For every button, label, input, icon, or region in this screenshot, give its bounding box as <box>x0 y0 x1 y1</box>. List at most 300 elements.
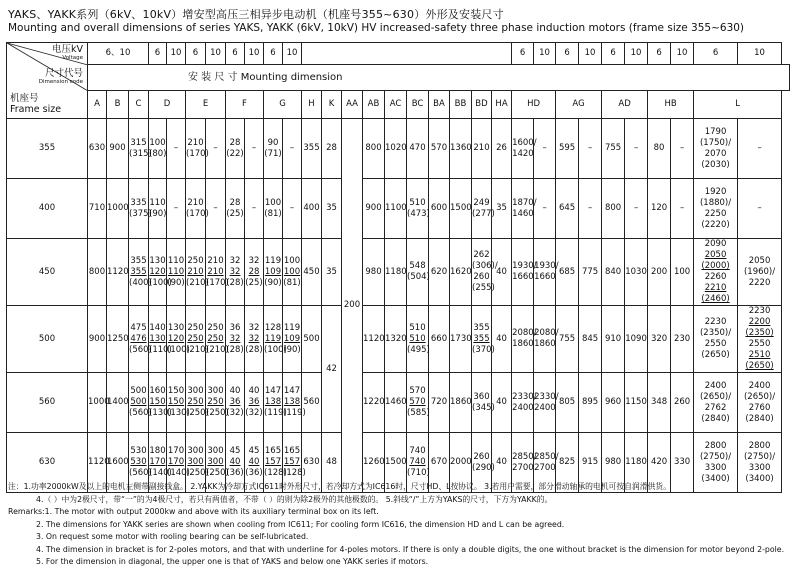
header-e: E <box>186 91 226 119</box>
dimension-code-label: 尺寸代号 <box>44 68 83 79</box>
cell-line: 315 <box>130 137 147 148</box>
cell-line: 157 <box>283 457 301 467</box>
cell-ad-10: 1030 <box>625 239 648 306</box>
cell-line: 40 <box>248 457 260 467</box>
cell-bb: 1860 <box>450 373 472 433</box>
cell-line: – <box>251 203 257 213</box>
cell-hd-10 <box>534 179 556 239</box>
cell-line: 548 <box>409 261 426 271</box>
voltage-f6: 6 <box>226 43 245 65</box>
cell-line: (3400) <box>701 473 730 484</box>
cell-ac: 1100 <box>385 179 407 239</box>
cell-line: 250 <box>187 322 204 333</box>
cell-line: 2230 <box>704 317 727 327</box>
cell-line: (100) <box>167 344 190 355</box>
cell-ad-10: – <box>625 179 648 239</box>
cell-line: 90 <box>267 137 279 148</box>
cell-f-10 <box>245 306 264 373</box>
cell-line: (170) <box>186 148 209 159</box>
cell-line: 2050 <box>704 250 727 260</box>
note-en-5: 5. For the dimension in diagonal, the upper one is that of YAKS and below one YAKK series if motors. <box>36 557 429 566</box>
cell-ad-6: 800 <box>602 179 625 239</box>
cell-line: 300 <box>207 386 224 396</box>
cell-hd-6 <box>512 119 537 179</box>
cell-ad-6: 840 <box>602 239 625 306</box>
note-en-3: 3. On request some motor with rooling bearing can be self-lubricated. <box>36 532 309 541</box>
cell-line: 2200 <box>748 317 771 327</box>
header-a: A <box>88 91 107 119</box>
cell-line: 40 <box>229 386 241 396</box>
cell-line: 2400 <box>534 402 556 413</box>
cell-ag-6: 645 <box>556 179 579 239</box>
cell-d-10 <box>167 239 186 306</box>
cell-line: 2550 <box>748 339 771 349</box>
cell-f-10 <box>245 239 264 306</box>
cell-line: 2400 <box>748 380 771 391</box>
cell-ba: 720 <box>429 373 450 433</box>
dimension-code-label-en: Dimension code <box>38 79 83 85</box>
cell-line: 2230 <box>748 306 771 316</box>
cell-line: 530 <box>130 457 147 467</box>
cell-ha: 35 <box>492 179 512 239</box>
cell-bb: 1360 <box>450 119 472 179</box>
cell-line: 2210 <box>704 283 727 293</box>
note-en-4: 4. The dimension in bracket is for 2-poles motors, and that with underline for 4-poles motors. If there is only a double digits, the one without bracket is the dimension for motor beyond 2-pole. <box>36 544 785 554</box>
cell-hb-6: 80 <box>648 119 671 179</box>
cell-e-6 <box>186 373 209 433</box>
cell-e-6 <box>186 306 209 373</box>
cell-line: 100 <box>283 255 301 266</box>
cell-ab: 980 <box>363 239 385 306</box>
cell-b: 1250 <box>107 306 129 373</box>
cell-line: 110 <box>167 255 185 266</box>
cell-h: 400 <box>302 179 322 239</box>
cell-line: 510 <box>409 333 426 344</box>
cell-bd <box>472 239 498 306</box>
cell-line: – <box>542 203 547 213</box>
cell-line: (81) <box>283 277 301 288</box>
cell-line: 120 <box>149 266 166 277</box>
cell-line: (560) <box>129 344 152 355</box>
frame-size-label-en: Frame size <box>10 104 62 115</box>
cell-line: (210) <box>186 277 209 288</box>
cell-line: (210) <box>206 344 229 355</box>
cell-line: 32 <box>229 333 241 344</box>
cell-ad-6: 960 <box>602 373 625 433</box>
table-row <box>7 119 790 179</box>
voltage-hd10: 10 <box>534 43 556 65</box>
cell-d-6 <box>149 179 167 239</box>
cell-ag-6: 805 <box>556 373 579 433</box>
cell-ac: 1180 <box>385 239 407 306</box>
cell-line: 100 <box>149 137 166 148</box>
cell-f-10 <box>245 179 264 239</box>
cell-line: 1870/ <box>512 197 537 208</box>
cell-line: 300 <box>187 446 204 456</box>
header-ac: AC <box>385 91 407 119</box>
cell-line: (28) <box>226 277 244 288</box>
cell-a: 1120 <box>88 433 107 493</box>
cell-hd-10 <box>534 306 559 373</box>
cell-line: (130) <box>167 408 190 418</box>
cell-k: 28 <box>322 119 342 179</box>
cell-line: (2350) <box>745 328 774 338</box>
header-bd: BD <box>472 91 492 119</box>
cell-line: (210) <box>186 344 209 355</box>
voltage-label: 电压kV <box>51 44 83 55</box>
cell-hd-6 <box>512 239 537 306</box>
voltage-ad6: 6 <box>602 43 625 65</box>
cell-b: 1600 <box>107 433 129 493</box>
cell-line: – <box>542 143 547 153</box>
cell-ag-10: 845 <box>579 306 602 373</box>
cell-b: 1120 <box>107 239 129 306</box>
cell-line: 119 <box>264 333 282 344</box>
cell-line: (100) <box>149 277 172 288</box>
note-cn-1: 注：1.功率2000kW及以上的电机左侧带副接线盒。 2.YAKK为冷却方式IC611时外形尺寸，若冷却方式为IC616时，尺寸HD、L按协议。 3.若用户需要，部分滑动轴承的电机可按自润滑供货。 <box>8 482 671 491</box>
cell-line: 530 <box>130 446 147 456</box>
header-bc: BC <box>407 91 429 119</box>
cell-line: 140 <box>149 322 166 333</box>
cell-line: (250) <box>206 468 229 478</box>
voltage-l6: 6 <box>694 43 738 65</box>
cell-line: (80) <box>149 148 167 159</box>
cell-bb: 1730 <box>450 306 472 373</box>
cell-hd-6 <box>512 179 537 239</box>
cell-hd-6 <box>512 373 537 433</box>
note-en-2: 2. The dimensions for YAKK series are shown when cooling from IC611; For cooling form IC616, the dimension HD and L can be agreed. <box>36 519 565 529</box>
cell-line: 165 <box>264 446 282 456</box>
frame-size-cell: 355 <box>7 119 88 179</box>
cell-line: 2330/ <box>534 391 559 402</box>
cell-line: 138 <box>283 397 301 407</box>
cell-line: (32) <box>245 408 263 418</box>
cell-line: 1660 <box>512 272 534 282</box>
cell-l-6 <box>694 119 738 179</box>
cell-line: 32 <box>248 255 260 266</box>
cell-line: 100 <box>283 266 301 277</box>
cell-l-6 <box>694 239 738 306</box>
cell-line: (560) <box>129 468 152 478</box>
header-h: H <box>302 91 322 119</box>
voltage-hd6: 6 <box>512 43 534 65</box>
cell-line: 1860 <box>534 339 556 349</box>
cell-h: 355 <box>302 119 322 179</box>
cell-line: 2850/ <box>512 451 537 462</box>
cell-g-10 <box>283 179 302 239</box>
cell-line: 250 <box>187 255 204 266</box>
cell-h: 560 <box>302 373 322 433</box>
cell-line: 28 <box>229 197 241 208</box>
cell-line: 510 <box>409 197 426 208</box>
cell-ag-6: 685 <box>556 239 579 306</box>
cell-line: 740 <box>409 457 426 467</box>
cell-line: (2650) <box>745 361 774 371</box>
cell-hb-6: 320 <box>648 306 671 373</box>
cell-ag-6: 755 <box>556 306 579 373</box>
cell-l-6 <box>694 373 738 433</box>
dimensions-table <box>6 42 790 493</box>
header-bb: BB <box>450 91 472 119</box>
cell-line: (140) <box>167 468 190 478</box>
cell-line: 40 <box>229 457 241 467</box>
cell-ab: 900 <box>363 179 385 239</box>
cell-line: (25) <box>245 277 263 288</box>
cell-g-6 <box>264 239 283 306</box>
cell-line: 2220 <box>748 277 771 288</box>
cell-line: 2090 <box>704 239 727 249</box>
voltage-l10: 10 <box>738 43 782 65</box>
cell-line: 2800 <box>748 440 771 451</box>
cell-g-6 <box>264 306 287 373</box>
cell-line: 2400 <box>704 380 727 391</box>
cell-line: 260 <box>473 272 490 282</box>
cell-line: (2000) <box>701 261 730 271</box>
cell-line: 260 <box>473 451 490 462</box>
cell-line: 36 <box>248 397 260 407</box>
frame-size-label: 机座号 <box>10 93 39 104</box>
cell-line: (2650)/ <box>699 391 732 402</box>
cell-line: 28 <box>229 137 241 148</box>
header-d: D <box>149 91 186 119</box>
cell-line: (22) <box>226 148 244 159</box>
cell-l-6 <box>694 179 738 239</box>
cell-ad-10: 1180 <box>625 433 648 493</box>
cell-line: 138 <box>264 397 282 407</box>
cell-line: 2050 <box>748 255 771 266</box>
cell-line: – <box>289 143 295 153</box>
cell-ac: 1320 <box>385 306 407 373</box>
voltage-hb10: 10 <box>671 43 694 65</box>
cell-line: 2760 <box>748 402 771 413</box>
cell-line: 210 <box>187 137 204 148</box>
cell-line: (495) <box>407 344 430 355</box>
cell-ha: 26 <box>492 119 512 179</box>
cell-line: – <box>289 203 295 213</box>
cell-a: 900 <box>88 306 107 373</box>
cell-bc <box>407 179 429 239</box>
cell-ad-6: 910 <box>602 306 625 373</box>
cell-line: 250 <box>187 333 204 344</box>
cell-line: 120 <box>167 333 185 344</box>
cell-line: 150 <box>167 397 185 407</box>
cell-line: (119) <box>264 408 287 418</box>
cell-e-6 <box>186 179 209 239</box>
header-ad: AD <box>602 91 648 119</box>
cell-line: (3400) <box>745 473 774 484</box>
cell-line: (2650)/ <box>743 391 776 402</box>
cell-line: 740 <box>409 446 426 456</box>
cell-line: 262 <box>473 250 490 260</box>
cell-line: (370) <box>472 344 495 355</box>
mounting-dimension-label: 安 装 尺 寸 Mounting dimension <box>88 65 790 91</box>
cell-g-6 <box>264 119 283 179</box>
header-hb: HB <box>648 91 694 119</box>
cell-line: (1880)/ <box>699 197 732 208</box>
header-c: C <box>129 91 149 119</box>
cell-line: 160 <box>149 386 166 396</box>
cell-l-10 <box>738 239 782 306</box>
notes-block <box>8 481 794 569</box>
cell-line: (119) <box>283 408 306 418</box>
cell-line: 2080/ <box>534 328 559 338</box>
cell-line: (345) <box>472 402 495 413</box>
cell-line: (81) <box>264 208 282 219</box>
cell-line: 300 <box>187 457 204 467</box>
header-hd: HD <box>512 91 556 119</box>
cell-e-10 <box>206 373 229 433</box>
cell-hb-10: 100 <box>671 239 694 306</box>
cell-ba: 600 <box>429 179 450 239</box>
cell-line: 130 <box>149 255 166 266</box>
cell-line: (100) <box>264 344 287 355</box>
note-cn-2: 4.（ ）中为2极尺寸，带“一”的为4极尺寸，若只有两值者，不带（ ）的则为除2极外的其他极数的。 5.斜线“/”上方为YAKS的尺寸，下方为YAKK的。 <box>36 494 553 504</box>
cell-line: 210 <box>473 143 490 153</box>
cell-bc <box>407 306 429 373</box>
cell-line: (128) <box>283 468 306 478</box>
cell-line: 2700 <box>534 462 556 473</box>
cell-line: (250) <box>186 468 209 478</box>
cell-hb-10: 230 <box>671 306 694 373</box>
cell-line: (1960)/ <box>743 266 776 277</box>
header-f: F <box>226 91 264 119</box>
cell-line: 2800 <box>704 440 727 451</box>
cell-line: (277) <box>472 208 495 219</box>
cell-line: 1420 <box>512 148 534 159</box>
voltage-ad10: 10 <box>625 43 648 65</box>
cell-line: 1600/ <box>512 137 537 148</box>
cell-bc <box>407 239 429 306</box>
cell-ba: 660 <box>429 306 450 373</box>
cell-hd-10 <box>534 373 559 433</box>
cell-l-10 <box>738 306 782 373</box>
cell-line: (504) <box>407 272 430 282</box>
cell-f-10 <box>245 373 264 433</box>
cell-line: 1790 <box>704 126 727 137</box>
cell-hd-6 <box>512 306 537 373</box>
cell-line: 32 <box>229 266 241 277</box>
cell-line: 210 <box>207 266 224 277</box>
frame-size-cell: 450 <box>7 239 88 306</box>
voltage-ag6: 6 <box>556 43 579 65</box>
cell-k: 42 <box>322 306 342 433</box>
cell-d-6 <box>149 306 172 373</box>
cell-line: 1860 <box>512 339 534 349</box>
cell-line: 2850/ <box>534 451 559 462</box>
cell-line: (2650) <box>701 350 730 360</box>
cell-ag-10: 915 <box>579 433 602 493</box>
cell-h: 630 <box>302 433 322 493</box>
cell-line: (306)/ <box>472 261 498 271</box>
cell-hb-6: 120 <box>648 179 671 239</box>
cell-line: 170 <box>167 457 185 467</box>
voltage-e10: 10 <box>206 43 226 65</box>
cell-line: (2750)/ <box>699 451 732 462</box>
table-row <box>7 306 790 373</box>
cell-g-10 <box>283 239 302 306</box>
cell-h: 450 <box>302 239 322 306</box>
cell-line: 355 <box>130 255 147 266</box>
cell-line: 2762 <box>704 402 727 413</box>
cell-line: 147 <box>264 386 282 396</box>
cell-line: (90) <box>167 277 185 288</box>
voltage-f10: 10 <box>245 43 264 65</box>
cell-l-10 <box>738 373 782 433</box>
cell-line: 165 <box>283 446 301 456</box>
cell-line: 210 <box>207 255 224 266</box>
cell-line: (315) <box>129 148 152 159</box>
cell-ha: 40 <box>492 239 512 306</box>
cell-line: 3300 <box>704 462 727 473</box>
cell-d-6 <box>149 373 172 433</box>
cell-d-10 <box>167 373 190 433</box>
cell-line: 100 <box>264 197 282 208</box>
header-g: G <box>264 91 302 119</box>
cell-l-10 <box>738 179 782 239</box>
cell-line: 36 <box>229 397 241 407</box>
voltage-d6: 6 <box>149 43 167 65</box>
cell-line: 355 <box>473 322 490 333</box>
cell-ad-10: 1090 <box>625 306 648 373</box>
cell-line: (36) <box>245 468 263 478</box>
cell-ag-10: – <box>579 119 602 179</box>
cell-line: 157 <box>264 457 282 467</box>
cell-hb-10: 260 <box>671 373 694 433</box>
cell-line: (110) <box>149 344 172 355</box>
cell-line: (130) <box>149 408 172 418</box>
cell-line: 2330/ <box>512 391 537 402</box>
cell-line: – <box>213 203 218 213</box>
cell-bb: 1620 <box>450 239 472 306</box>
cell-ha: 40 <box>492 373 512 433</box>
corner-cell <box>7 43 88 119</box>
cell-line: (710) <box>407 468 430 478</box>
table-row <box>7 373 790 433</box>
header-ag: AG <box>556 91 602 119</box>
cell-line: (585) <box>407 408 430 418</box>
cell-line: 109 <box>283 333 301 344</box>
title-en: Mounting and overall dimensions of series YAKS, YAKK (6kV, 10kV) HV increased-safety three phase induction motors (frame size 355~630) <box>8 22 745 34</box>
cell-f-6 <box>226 179 245 239</box>
cell-line: 2550 <box>704 339 727 349</box>
cell-line: 300 <box>207 446 224 456</box>
cell-a: 800 <box>88 239 107 306</box>
cell-bd <box>472 179 495 239</box>
cell-line: (90) <box>149 208 167 219</box>
cell-line: 300 <box>187 386 204 396</box>
cell-k: 35 <box>322 239 342 306</box>
cell-line: – <box>213 143 218 153</box>
cell-line: 2510 <box>748 350 771 360</box>
cell-line: 119 <box>264 255 282 266</box>
cell-line: (2030) <box>701 159 730 170</box>
cell-line: 355 <box>130 266 147 277</box>
cell-d-6 <box>149 119 167 179</box>
cell-line: 2700 <box>512 462 534 473</box>
cell-line: 470 <box>409 143 426 153</box>
table-row <box>7 179 790 239</box>
cell-line: 45 <box>229 446 241 456</box>
cell-g-10 <box>283 306 302 373</box>
cell-a: 630 <box>88 119 107 179</box>
cell-f-6 <box>226 239 245 306</box>
cell-line: (140) <box>149 468 172 478</box>
cell-line: (170) <box>206 277 229 288</box>
cell-line: 2250 <box>704 208 727 219</box>
cell-line: (250) <box>186 408 209 418</box>
voltage-d10: 10 <box>167 43 186 65</box>
cell-ad-6: 980 <box>602 433 625 493</box>
